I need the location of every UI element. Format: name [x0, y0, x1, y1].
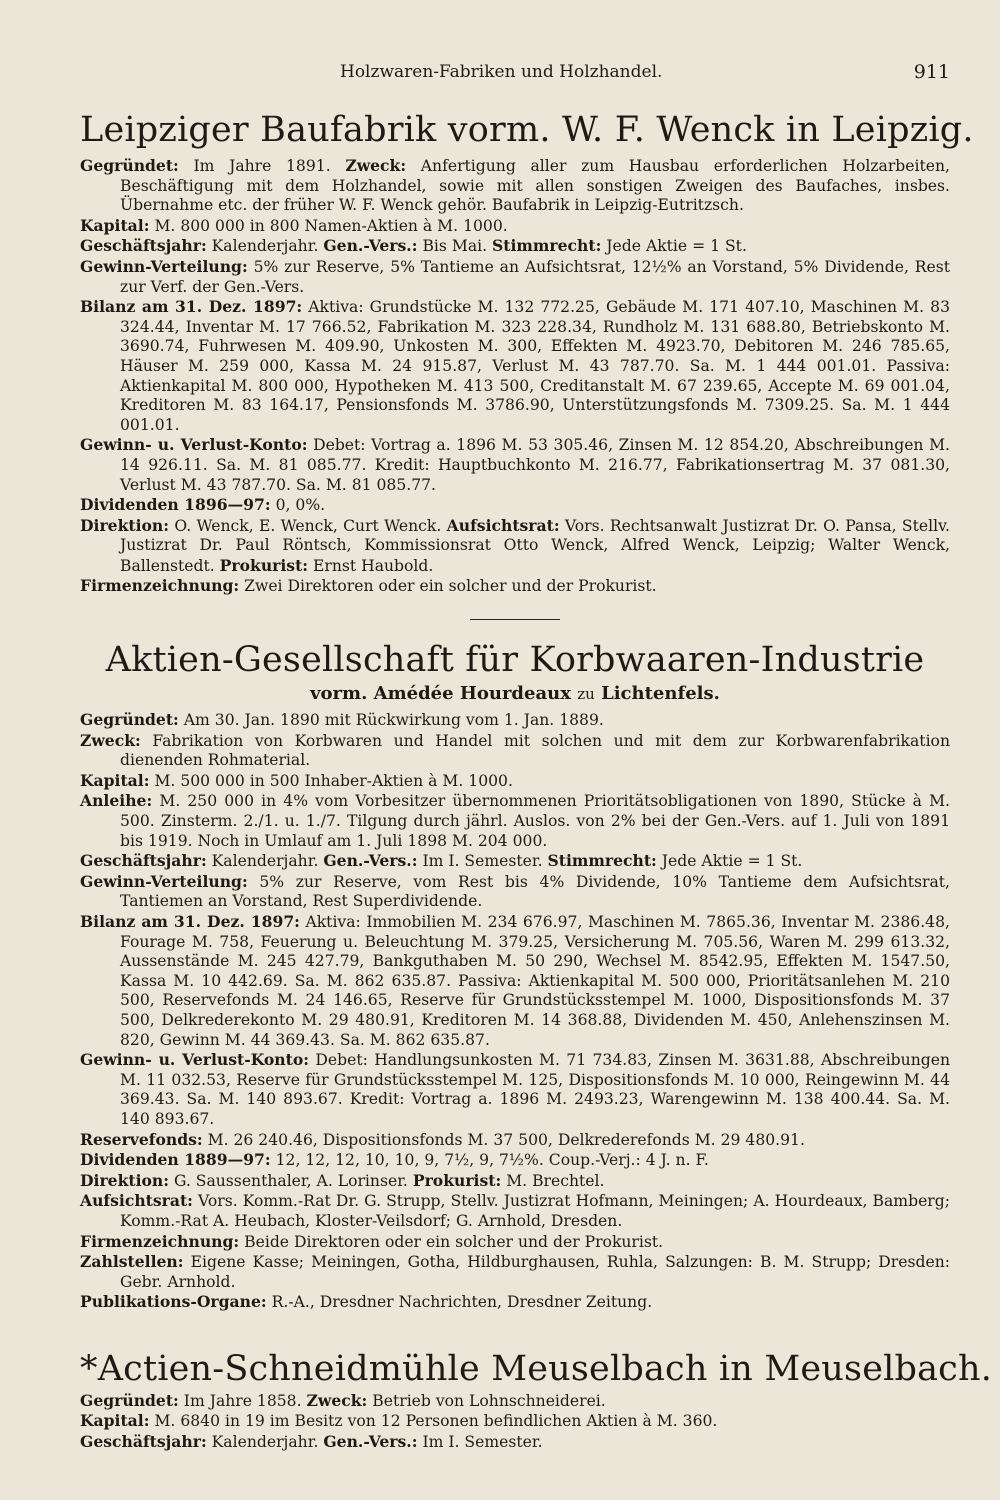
entry-paragraph: Firmenzeichnung: Zwei Direktoren oder ein solcher und der Prokurist.	[80, 576, 657, 596]
entry-paragraph: Gewinn- u. Verlust-Konto: Debet: Vortrag a. 1896 M. 53 305.46, Zinsen M. 12 854.20, Abschreibungen M. 14 926.11. Sa. M. 81 085.77. Kredit: Hauptbuchkonto M. 216.77, Fabrikationsertrag M. 37 081.30, Verlust M. 43 787.70. Sa. M. 81 085.77.	[80, 435, 950, 494]
entry-paragraph: Dividenden 1896—97: 0, 0%.	[80, 495, 326, 515]
entry-paragraph: Gewinn-Verteilung: 5% zur Reserve, vom Rest bis 4% Dividende, 10% Tantieme dem Aufsichtsrat, Tantiemen an Vorstand, Rest Superdividende.	[80, 871, 950, 911]
section-subtitle: vorm. Amédée Hourdeaux zu Lichtenfels.	[310, 683, 720, 705]
page-number: 911	[913, 61, 950, 83]
entry-paragraph: Bilanz am 31. Dez. 1897: Aktiva: Immobilien M. 234 676.97, Maschinen M. 7865.36, Inventar M. 2386.48, Fourage M. 758, Feuerung u. Beleuchtung M. 379.25, Versicherung M. 705.56, Waren M. 299 613.32, Aussenstände M. 245 427.79, Bankguthaben M. 50 290, Wechsel M. 8542.95, Effekten M. 1547.50, Kassa M. 10 442.69. Sa. M. 862 635.87. Passiva: Aktienkapital M. 500 000, Prioritätsanlehen M. 210 500, Reservefonds M. 24 146.65, Reserve für Grundstücksstempel M. 1000, Dispositionsfonds M. 37 500, Delkrederekonto M. 29 480.91, Kreditoren M. 14 368.88, Dividenden M. 450, Anlehenszinsen M. 820, Gewinn M. 44 369.43. Sa. M. 862 635.87.	[80, 912, 950, 1049]
entry-paragraph: Geschäftsjahr: Kalenderjahr. Gen.-Vers.: Im I. Semester.	[80, 1432, 543, 1452]
entry-paragraph: Gegründet: Im Jahre 1858. Zweck: Betrieb von Lohnschneiderei.	[80, 1390, 606, 1410]
section-title: *Actien-Schneidmühle Meuselbach in Meuselbach.	[80, 1348, 993, 1389]
entry-paragraph: Kapital: M. 500 000 in 500 Inhaber-Aktien à M. 1000.	[80, 770, 513, 790]
section-title: Aktien-Gesellschaft für Korbwaaren-Industrie	[105, 640, 925, 681]
entry-paragraph: Reservefonds: M. 26 240.46, Dispositionsfonds M. 37 500, Delkrederefonds M. 29 480.91.	[80, 1129, 805, 1149]
entry-paragraph: Gegründet: Am 30. Jan. 1890 mit Rückwirkung vom 1. Jan. 1889.	[80, 710, 604, 730]
entry-paragraph: Aufsichtsrat: Vors. Komm.-Rat Dr. G. Strupp, Stellv. Justizrat Hofmann, Meiningen; A. Hourdeaux, Bamberg; Komm.-Rat A. Heubach, Kloster-Veilsdorf; G. Arnhold, Dresden.	[80, 1191, 950, 1230]
entry-paragraph: Bilanz am 31. Dez. 1897: Aktiva: Grundstücke M. 132 772.25, Gebäude M. 171 407.10, Maschinen M. 83 324.44, Inventar M. 17 766.52, Fabrikation M. 323 228.34, Rundholz M. 131 688.80, Betriebskonto M. 3690.74, Fuhrwesen M. 409.90, Unkosten M. 300, Effekten M. 4923.70, Debitoren M. 246 785.65, Häuser M. 259 000, Kassa M. 24 915.87, Verlust M. 43 787.70. Sa. M. 1 444 001.01. Passiva: Aktienkapital M. 800 000, Hypotheken M. 413 500, Creditanstalt M. 67 239.65, Accepte M. 69 001.04, Kreditoren M. 83 164.17, Pensionsfonds M. 3786.90, Unterstützungsfonds M. 7309.25. Sa. M. 1 444 001.01.	[80, 297, 950, 434]
entry-paragraph: Gewinn- u. Verlust-Konto: Debet: Handlungsunkosten M. 71 734.83, Zinsen M. 3631.88, Abschreibungen M. 11 032.53, Reserve für Grundstücksstempel M. 125, Dispositionsfonds M. 10 000, Reingewinn M. 44 369.43. Sa. M. 140 893.67. Kredit: Vortrag a. 1896 M. 2493.23, Warengewinn M. 138 400.44. Sa. M. 140 893.67.	[80, 1050, 951, 1128]
running-title: Holzwaren-Fabriken und Holzhandel.	[340, 62, 663, 82]
entry-paragraph: Direktion: O. Wenck, E. Wenck, Curt Wenck. Aufsichtsrat: Vors. Rechtsanwalt Justizrat Dr. O. Pansa, Stellv. Justizrat Dr. Paul Röntsch, Kommissionsrat Otto Wenck, Alfred Wenck, Leipzig; Walter Wenck, Ballenstedt. Prokurist: Ernst Haubold.	[80, 515, 950, 575]
section-title: Leipziger Baufabrik vorm. W. F. Wenck in Leipzig.	[80, 110, 974, 150]
entry-paragraph: Anleihe: M. 250 000 in 4% vom Vorbesitzer übernommenen Prioritätsobligationen von 1890, Stücke à M. 500. Zinsterm. 2./1. u. 1./7. Tilgung durch jährl. Auslos. von 2% bei der Gen.-Vers. auf 1. Juli von 1891 bis 1919. Noch in Umlauf am 1. Juli 1898 M. 204 000.	[80, 791, 950, 850]
entry-paragraph: Zahlstellen: Eigene Kasse; Meiningen, Gotha, Hildburghausen, Ruhla, Salzungen: B. M. Strupp; Dresden: Gebr. Arnhold.	[80, 1252, 950, 1291]
entry-paragraph: Geschäftsjahr: Kalenderjahr. Gen.-Vers.: Bis Mai. Stimmrecht: Jede Aktie = 1 St.	[80, 236, 747, 256]
company-entry-schneidmuehle-meuselbach	[80, 1347, 993, 1453]
page-content	[80, 108, 993, 1453]
entry-paragraph: Kapital: M. 6840 in 19 im Besitz von 12 Personen befindlichen Aktien à M. 360.	[80, 1411, 718, 1431]
entry-paragraph: Zweck: Fabrikation von Korbwaren und Handel mit solchen und mit dem zur Korbwarenfabrikation dienenden Rohmaterial.	[80, 730, 950, 770]
entry-paragraph: Kapital: M. 800 000 in 800 Namen-Aktien à M. 1000.	[80, 215, 508, 235]
entry-paragraph: Direktion: G. Saussenthaler, A. Lorinser. Prokurist: M. Brechtel.	[80, 1170, 605, 1190]
company-entry-korbwaaren-industrie	[80, 638, 950, 1313]
entry-paragraph: Gegründet: Im Jahre 1891. Zweck: Anfertigung aller zum Hausbau erforderlichen Holzarbeiten, Beschäftigung mit dem Holzhandel, sowie mit allen sonstigen Zweigen des Baufaches, insbes. Übernahme etc. der früher W. F. Wenck gehör. Baufabrik in Leipzig-Eutritzsch.	[80, 156, 950, 215]
entry-paragraph: Dividenden 1889—97: 12, 12, 12, 10, 10, 9, 7½, 9, 7½%. Coup.-Verj.: 4 J. n. F.	[80, 1150, 709, 1170]
entry-paragraph: Gewinn-Verteilung: 5% zur Reserve, 5% Tantieme an Aufsichtsrat, 12½% an Vorstand, 5% Dividende, Rest zur Verf. der Gen.-Vers.	[80, 256, 950, 296]
section-divider	[470, 619, 560, 620]
entry-paragraph: Firmenzeichnung: Beide Direktoren oder ein solcher und der Prokurist.	[80, 1231, 664, 1251]
company-entry-leipziger-baufabrik	[80, 108, 974, 597]
entry-paragraph: Geschäftsjahr: Kalenderjahr. Gen.-Vers.: Im I. Semester. Stimmrecht: Jede Aktie = 1 St.	[80, 851, 803, 871]
entry-paragraph: Publikations-Organe: R.-A., Dresdner Nachrichten, Dresdner Zeitung.	[80, 1292, 653, 1312]
